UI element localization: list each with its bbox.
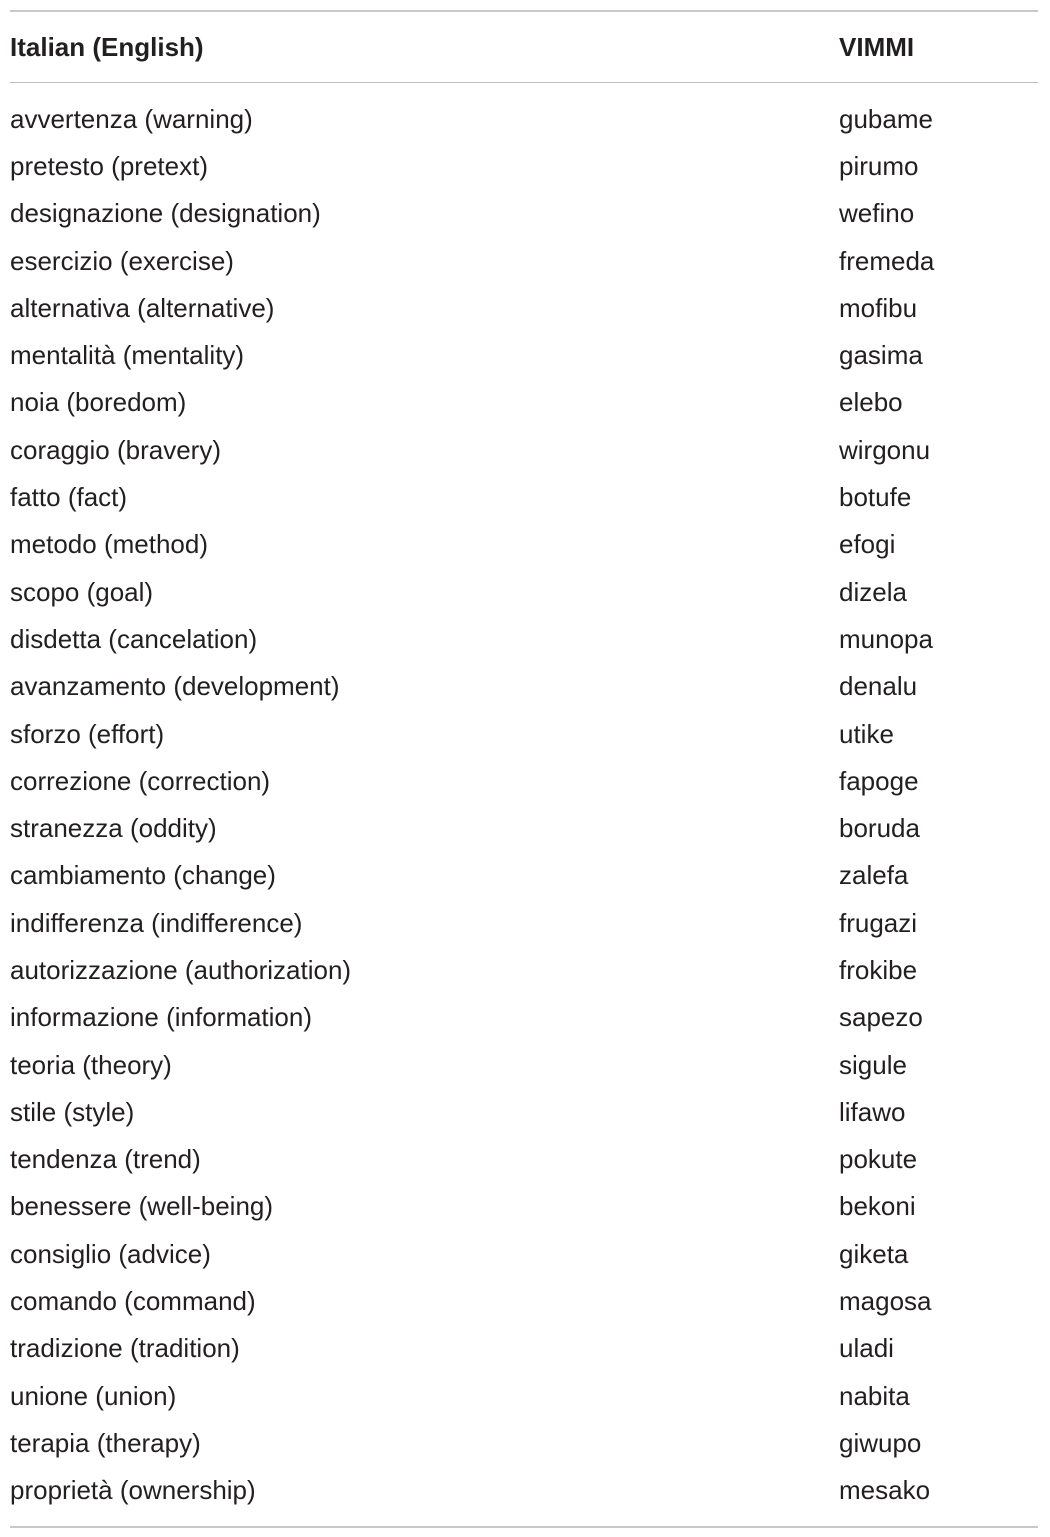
cell-italian-english: informazione (information) (10, 1002, 313, 1033)
cell-vimmi: uladi (839, 1333, 894, 1364)
table-row (10, 473, 1038, 520)
table-row (10, 757, 1038, 804)
cell-italian-english: comando (command) (10, 1286, 256, 1317)
table-row (10, 284, 1038, 331)
table-row (10, 1325, 1038, 1372)
cell-vimmi: boruda (839, 813, 920, 844)
cell-italian-english: consiglio (advice) (10, 1238, 211, 1269)
cell-italian-english: autorizzazione (authorization) (10, 954, 352, 985)
table-row (10, 1136, 1038, 1183)
cell-vimmi: giwupo (839, 1427, 922, 1458)
cell-vimmi: utike (839, 718, 894, 749)
table-row (10, 568, 1038, 615)
cell-vimmi: botufe (839, 482, 912, 513)
cell-italian-english: fatto (fact) (10, 482, 128, 513)
cell-italian-english: coraggio (bravery) (10, 434, 221, 465)
bottom-rule (10, 1526, 1038, 1528)
cell-vimmi: wefino (839, 198, 915, 229)
word-table (10, 10, 1038, 1528)
cell-vimmi: mesako (839, 1475, 931, 1506)
table-row (10, 331, 1038, 378)
cell-vimmi: fapoge (839, 765, 919, 796)
table-row (10, 190, 1038, 237)
cell-vimmi: elebo (839, 387, 903, 418)
table-row (10, 379, 1038, 426)
cell-vimmi: sigule (839, 1049, 907, 1080)
cell-vimmi: mofibu (839, 292, 918, 323)
table-row (10, 899, 1038, 946)
cell-italian-english: disdetta (cancelation) (10, 623, 258, 654)
cell-vimmi: frugazi (839, 907, 918, 938)
cell-italian-english: cambiamento (change) (10, 860, 276, 891)
table-row (10, 1372, 1038, 1419)
cell-italian-english: esercizio (exercise) (10, 245, 234, 276)
cell-italian-english: pretesto (pretext) (10, 150, 208, 181)
cell-vimmi: gasima (839, 340, 923, 371)
table-row (10, 1041, 1038, 1088)
table-row (10, 804, 1038, 851)
cell-italian-english: tendenza (trend) (10, 1144, 201, 1175)
cell-italian-english: benessere (well-being) (10, 1191, 274, 1222)
table-row (10, 521, 1038, 568)
cell-vimmi: gubame (839, 103, 933, 134)
table-row (10, 426, 1038, 473)
table-row (10, 994, 1038, 1041)
cell-italian-english: teoria (theory) (10, 1049, 172, 1080)
table-row (10, 946, 1038, 993)
cell-vimmi: wirgonu (839, 434, 931, 465)
cell-vimmi: magosa (839, 1286, 932, 1317)
cell-vimmi: giketa (839, 1238, 909, 1269)
cell-italian-english: correzione (correction) (10, 765, 271, 796)
header-vimmi: VIMMI (839, 31, 915, 62)
cell-vimmi: dizela (839, 576, 907, 607)
cell-italian-english: sforzo (effort) (10, 718, 165, 749)
cell-vimmi: bekoni (839, 1191, 916, 1222)
table-row (10, 237, 1038, 284)
table-row (10, 95, 1038, 142)
cell-italian-english: proprietà (ownership) (10, 1475, 256, 1506)
header-italian-english: Italian (English) (10, 31, 204, 62)
cell-italian-english: metodo (method) (10, 529, 208, 560)
cell-italian-english: stile (style) (10, 1096, 135, 1127)
cell-italian-english: avanzamento (development) (10, 671, 340, 702)
cell-italian-english: avvertenza (warning) (10, 103, 253, 134)
cell-italian-english: mentalità (mentality) (10, 340, 245, 371)
cell-italian-english: alternativa (alternative) (10, 292, 275, 323)
cell-italian-english: stranezza (oddity) (10, 813, 217, 844)
table-row (10, 1467, 1038, 1514)
table-row (10, 1230, 1038, 1277)
cell-italian-english: tradizione (tradition) (10, 1333, 240, 1364)
cell-vimmi: zalefa (839, 860, 909, 891)
cell-vimmi: munopa (839, 623, 933, 654)
table-row (10, 1183, 1038, 1230)
table-row (10, 1088, 1038, 1135)
cell-vimmi: sapezo (839, 1002, 923, 1033)
cell-vimmi: efogi (839, 529, 896, 560)
cell-vimmi: pirumo (839, 150, 919, 181)
table-row (10, 663, 1038, 710)
cell-vimmi: lifawo (839, 1096, 906, 1127)
table-body (10, 83, 1038, 1526)
cell-vimmi: denalu (839, 671, 918, 702)
cell-vimmi: fremeda (839, 245, 935, 276)
table-row (10, 852, 1038, 899)
cell-italian-english: unione (union) (10, 1380, 177, 1411)
cell-vimmi: frokibe (839, 954, 918, 985)
cell-italian-english: designazione (designation) (10, 198, 321, 229)
cell-italian-english: noia (boredom) (10, 387, 187, 418)
table-row (10, 1277, 1038, 1324)
table-row (10, 615, 1038, 662)
table-row (10, 710, 1038, 757)
cell-italian-english: terapia (therapy) (10, 1427, 201, 1458)
cell-vimmi: nabita (839, 1380, 910, 1411)
table-row (10, 1419, 1038, 1466)
table-header (10, 12, 1038, 82)
cell-italian-english: scopo (goal) (10, 576, 154, 607)
table-row (10, 142, 1038, 189)
cell-vimmi: pokute (839, 1144, 918, 1175)
cell-italian-english: indifferenza (indifference) (10, 907, 303, 938)
